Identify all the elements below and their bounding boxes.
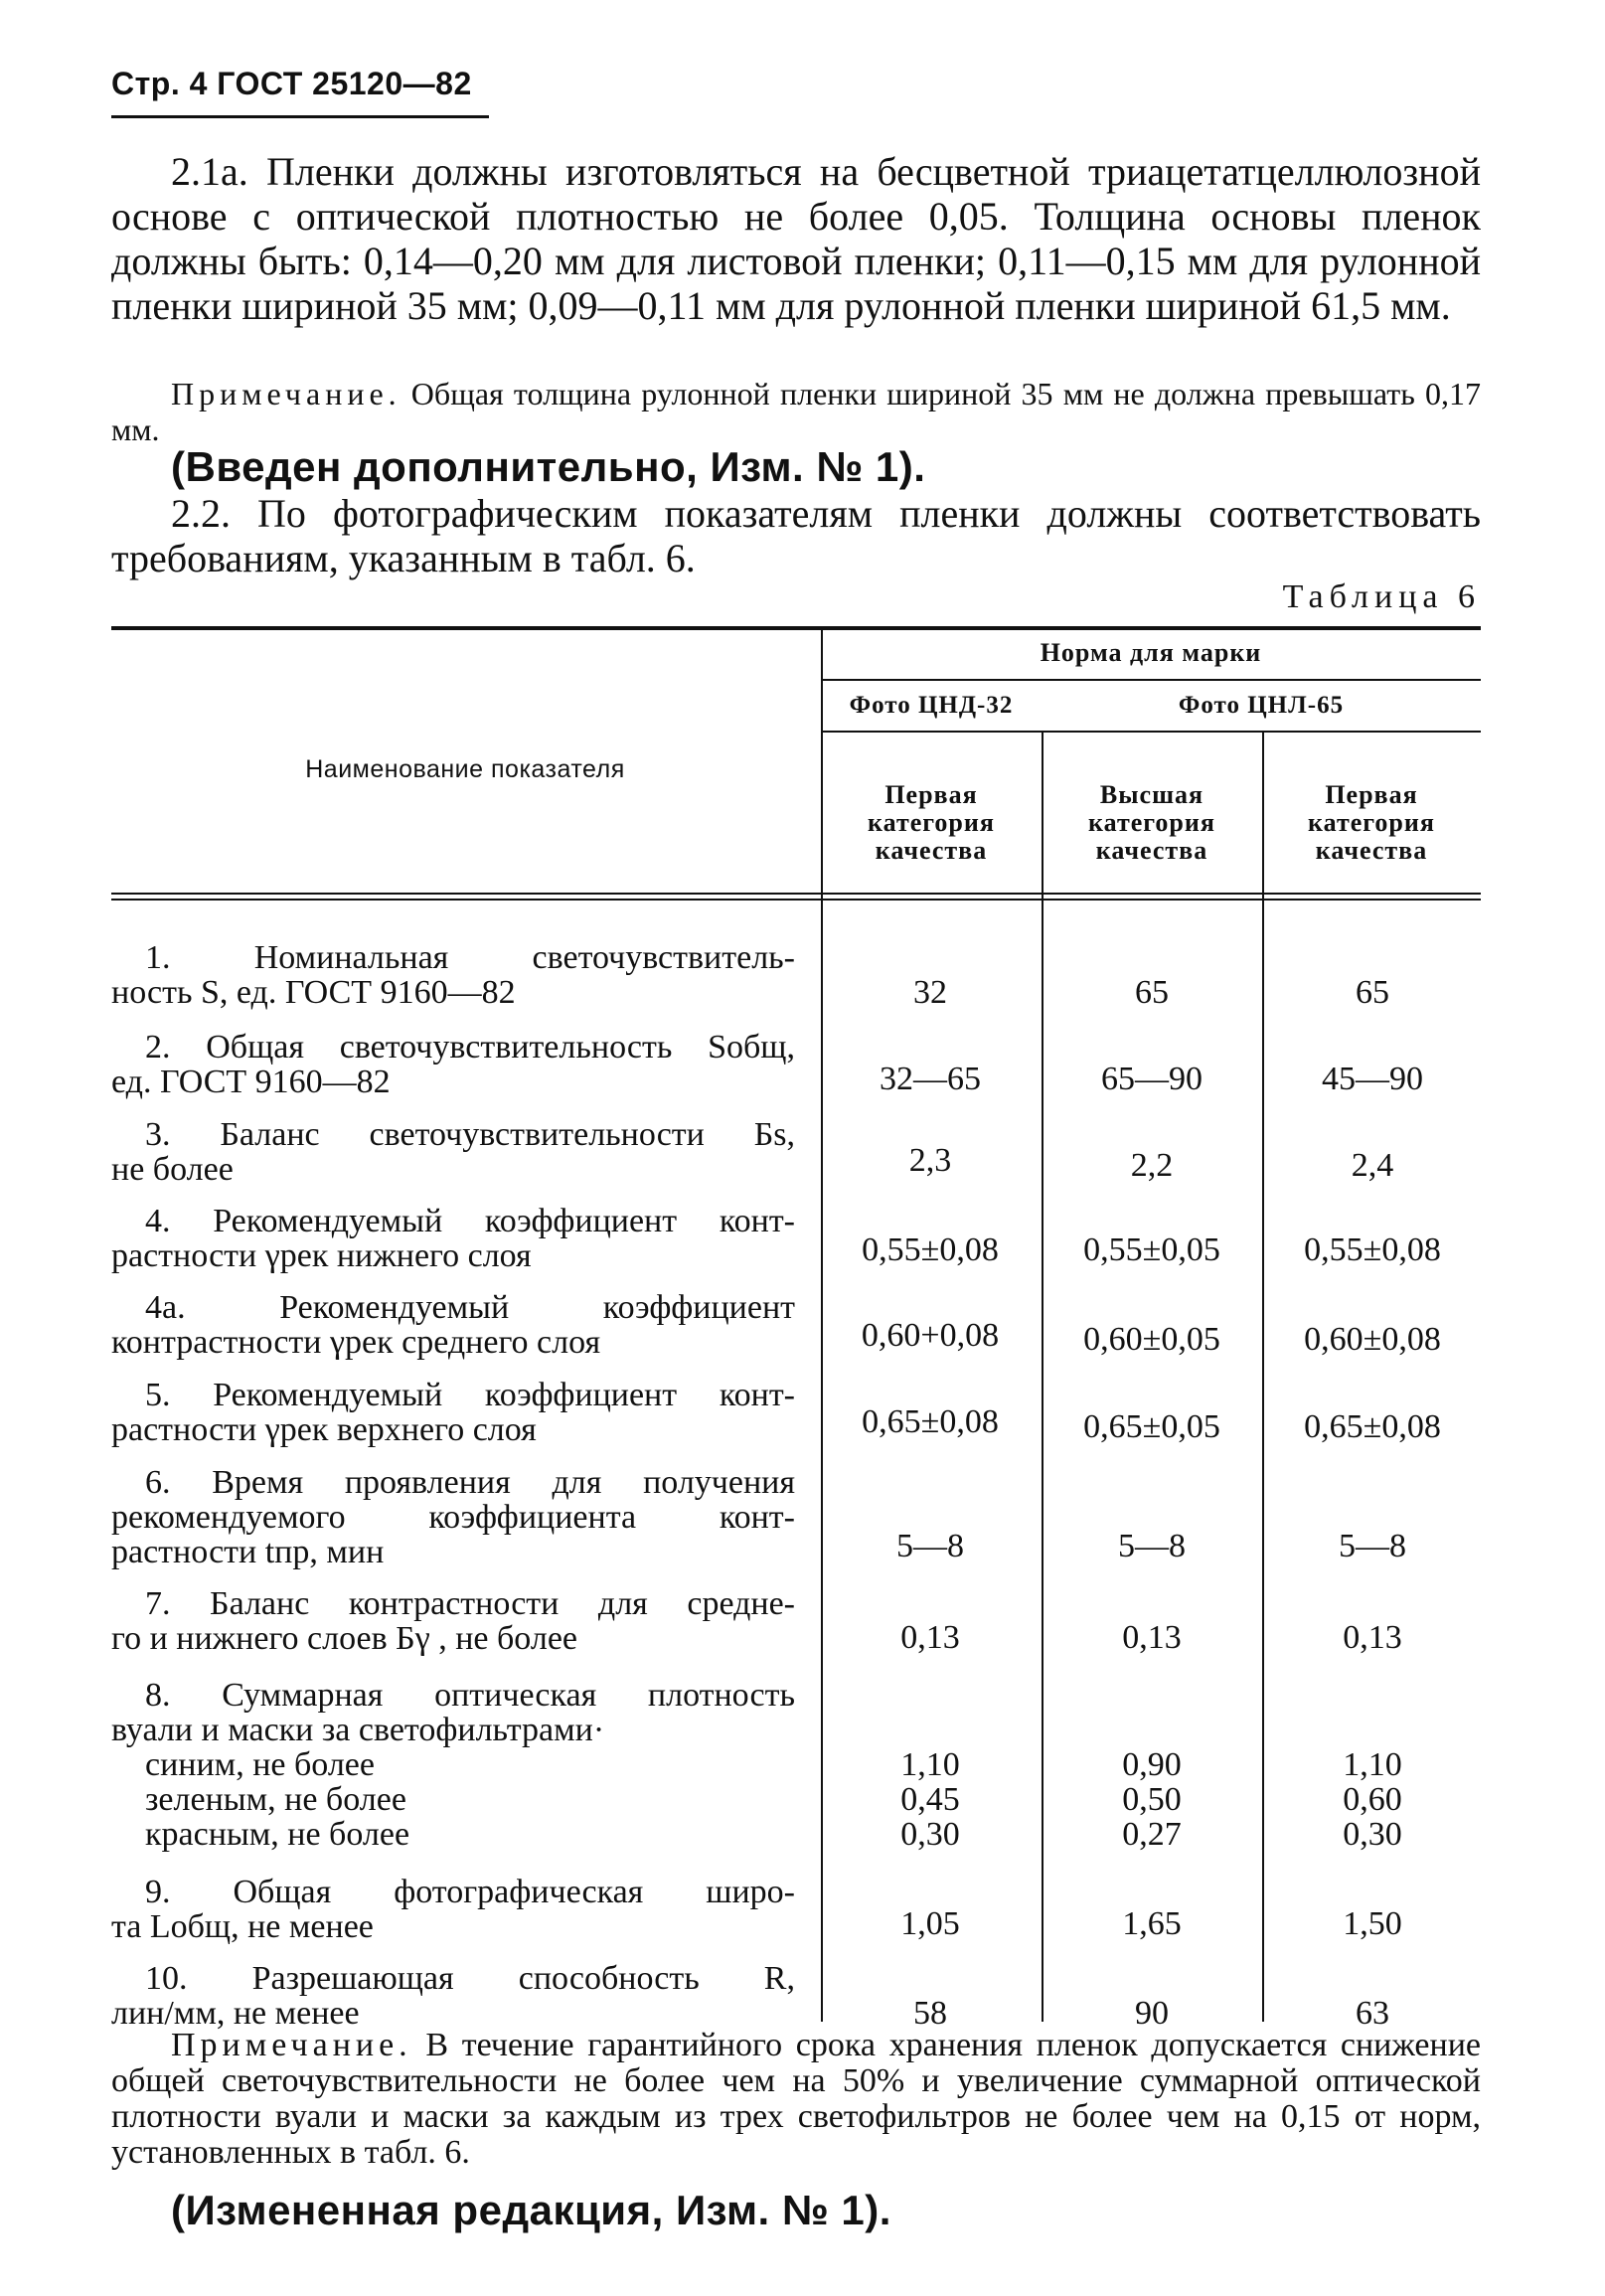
row-name-line: красным, не более (145, 1816, 410, 1853)
row-name-line: ность S, ед. ГОСТ 9160—82 (111, 974, 516, 1011)
table-row-name (111, 1290, 795, 1360)
table-row-name (111, 1678, 795, 1747)
table-cell: 1,65 (1122, 1905, 1182, 1942)
norm-header-rule (821, 679, 1481, 681)
table-cell: 0,30 (900, 1816, 960, 1853)
brand-header-rule (821, 731, 1481, 733)
row-name-line: контрастности γрек среднего слоя (111, 1324, 601, 1361)
page-header: Стр. 4 ГОСТ 25120—82 (111, 66, 472, 101)
row-name-line: растности tпр, мин (111, 1534, 385, 1570)
row-name-line: 9. Общая фотографическая широ- (145, 1874, 795, 1910)
row-name-line: 10. Разрешающая способность R, (145, 1960, 795, 1997)
table-cell: 90 (1135, 1995, 1169, 2032)
note-1-label: Примечание. (171, 376, 401, 411)
note-2 (111, 2028, 1481, 2171)
row-name-line: 2. Общая светочувствительность Sобщ, (145, 1029, 795, 1066)
table-cell: 0,60+0,08 (861, 1317, 1000, 1354)
table-cell: 0,55±0,05 (1083, 1231, 1220, 1268)
category-line: качества (1095, 836, 1208, 865)
table-cell: 0,65±0,05 (1083, 1408, 1220, 1445)
table-cell: 0,60±0,08 (1304, 1321, 1441, 1358)
table-cell: 0,13 (1122, 1619, 1182, 1656)
table-cell: 0,30 (1343, 1816, 1402, 1853)
row-name-line: 4а. Рекомендуемый коэффициент (145, 1289, 795, 1326)
row-name-line: вуали и маски за светофильтрами· (111, 1712, 605, 1748)
table-row-name (111, 1875, 795, 1944)
table-cell: 0,65±0,08 (862, 1403, 999, 1440)
table-cell: 45—90 (1322, 1061, 1423, 1097)
table-cell: 0,50 (1122, 1781, 1182, 1818)
table-cell: 63 (1356, 1995, 1389, 2032)
row-name-line: не более (111, 1151, 234, 1188)
table-cell: 0,27 (1122, 1816, 1182, 1853)
category-line: качества (1315, 836, 1428, 865)
row-name-line: 6. Время проявления для получения (145, 1464, 795, 1501)
table-row-name (145, 1817, 795, 1852)
category-line: Первая (884, 780, 978, 809)
category-cnl65-highest (1042, 781, 1262, 865)
row-name-line: 5. Рекомендуемый коэффициент конт- (145, 1377, 795, 1413)
row-name-line: лин/мм, не менее (111, 1995, 360, 2032)
header-bottom-rule-2 (111, 899, 1481, 901)
table-cell: 1,50 (1343, 1905, 1402, 1942)
table-row-name (111, 1586, 795, 1656)
table-cell: 5—8 (896, 1528, 964, 1564)
table-top-rule (111, 626, 1481, 630)
table-row-name (111, 1204, 795, 1273)
table-cell: 0,55±0,08 (1304, 1231, 1441, 1268)
row-name-line: зеленым, не более (145, 1781, 406, 1818)
row-name-line: ед. ГОСТ 9160—82 (111, 1064, 391, 1100)
table-cell: 5—8 (1118, 1528, 1186, 1564)
note-2-label: Примечание. (171, 2027, 412, 2063)
category-line: качества (875, 836, 988, 865)
row-name-line: 1. Номинальная светочувствитель- (145, 939, 795, 976)
norm-header: Норма для марки (1040, 638, 1262, 667)
table-row-name (145, 1782, 795, 1817)
table-cell: 65 (1135, 974, 1169, 1011)
table-cell: 0,60±0,05 (1083, 1321, 1220, 1358)
table-row-name (111, 1465, 795, 1569)
table-cell: 1,05 (900, 1905, 960, 1942)
table-cell: 2,3 (908, 1142, 952, 1179)
category-line: Первая (1325, 780, 1418, 809)
category-line: категория (868, 808, 995, 837)
row-name-line: 3. Баланс светочувствительности Бs, (145, 1116, 795, 1153)
table-cell: 32—65 (880, 1061, 981, 1097)
table-cell: 65—90 (1101, 1061, 1203, 1097)
table-cell: 0,55±0,08 (862, 1231, 999, 1268)
table-cell: 0,65±0,08 (1304, 1408, 1441, 1445)
category-line: Высшая (1099, 780, 1204, 809)
table-cell: 5—8 (1339, 1528, 1406, 1564)
row-name-line: го и нижнего слоев Бγ , не более (111, 1620, 578, 1657)
table-cell: 0,13 (900, 1619, 960, 1656)
category-line: категория (1088, 808, 1215, 837)
table-row-name (111, 1030, 795, 1099)
category-cnl65-first (1262, 781, 1481, 865)
table-cell: 0,13 (1343, 1619, 1402, 1656)
table-cell: 58 (913, 1995, 947, 2032)
changed-edition: (Измененная редакция, Изм. № 1). (171, 2187, 891, 2233)
note-1 (111, 376, 1481, 447)
brand-header-cnl65: Фото ЦНЛ-65 (1178, 692, 1345, 719)
indicator-header: Наименование показателя (305, 755, 625, 783)
table-cell: 32 (913, 974, 947, 1011)
row-name-line: синим, не более (145, 1746, 375, 1783)
paragraph-2-1a: 2.1а. Пленки должны изготовляться на бесцветной триацетатцеллюлозной основе с оптической плотностью не более 0,05. Толщина основы пленок должны быть: 0,14—0,20 мм для листовой пленки; 0,11—0,15 мм для рулонной пленки шириной 35 мм; 0,09—0,11 мм для рулонной пленки шириной 61,5 мм. (111, 149, 1481, 328)
row-name-line: рекомендуемого коэффициента конт- (111, 1499, 795, 1536)
paragraph-2-2: 2.2. По фотографическим показателям пленки должны соответствовать требованиям, указанным в табл. 6. (111, 491, 1481, 580)
table-cell: 2,4 (1351, 1147, 1394, 1184)
category-line: категория (1308, 808, 1435, 837)
table-row-name (145, 1747, 795, 1782)
table-cell: 1,10 (1343, 1746, 1402, 1783)
table-row-name (111, 940, 795, 1010)
row-name-line: 4. Рекомендуемый коэффициент конт- (145, 1203, 795, 1239)
table-cell: 0,45 (900, 1781, 960, 1818)
header-bottom-rule-1 (111, 893, 1481, 895)
table-cell: 2,2 (1130, 1147, 1174, 1184)
table-label: Таблица 6 (1282, 578, 1481, 615)
row-name-line: растности γрек верхнего слоя (111, 1411, 537, 1448)
row-name-line: 7. Баланс контрастности для средне- (145, 1585, 795, 1622)
table-cell: 0,60 (1343, 1781, 1402, 1818)
introduced-amendment: (Введен дополнительно, Изм. № 1). (171, 443, 926, 490)
brand-header-cnd32: Фото ЦНД-32 (849, 692, 1014, 719)
header-rule (111, 115, 489, 118)
table-cell: 1,10 (900, 1746, 960, 1783)
note-1-text: Общая толщина рулонной пленки шириной 35 мм не должна превышать 0,17 мм. (111, 376, 1481, 447)
row-name-line: 8. Суммарная оптическая плотность (145, 1677, 795, 1714)
row-name-line: та Lобщ, не менее (111, 1908, 374, 1945)
row-name-line: растности γрек нижнего слоя (111, 1237, 532, 1274)
note-2-text: В течение гарантийного срока хранения пленок допускается снижение общей светочувствительности не более чем на 50% и увеличение суммарной оптической плотности вуали и маски за каждым из трех светофильтров не более чем на 0,15 от норм, установленных в табл. 6. (111, 2027, 1481, 2171)
table-cell: 0,90 (1122, 1746, 1182, 1783)
table-row-name (111, 1117, 795, 1187)
category-cnd32-first (821, 781, 1042, 865)
table-row-name (111, 1961, 795, 2031)
table-row-name (111, 1378, 795, 1447)
table-cell: 65 (1356, 974, 1389, 1011)
